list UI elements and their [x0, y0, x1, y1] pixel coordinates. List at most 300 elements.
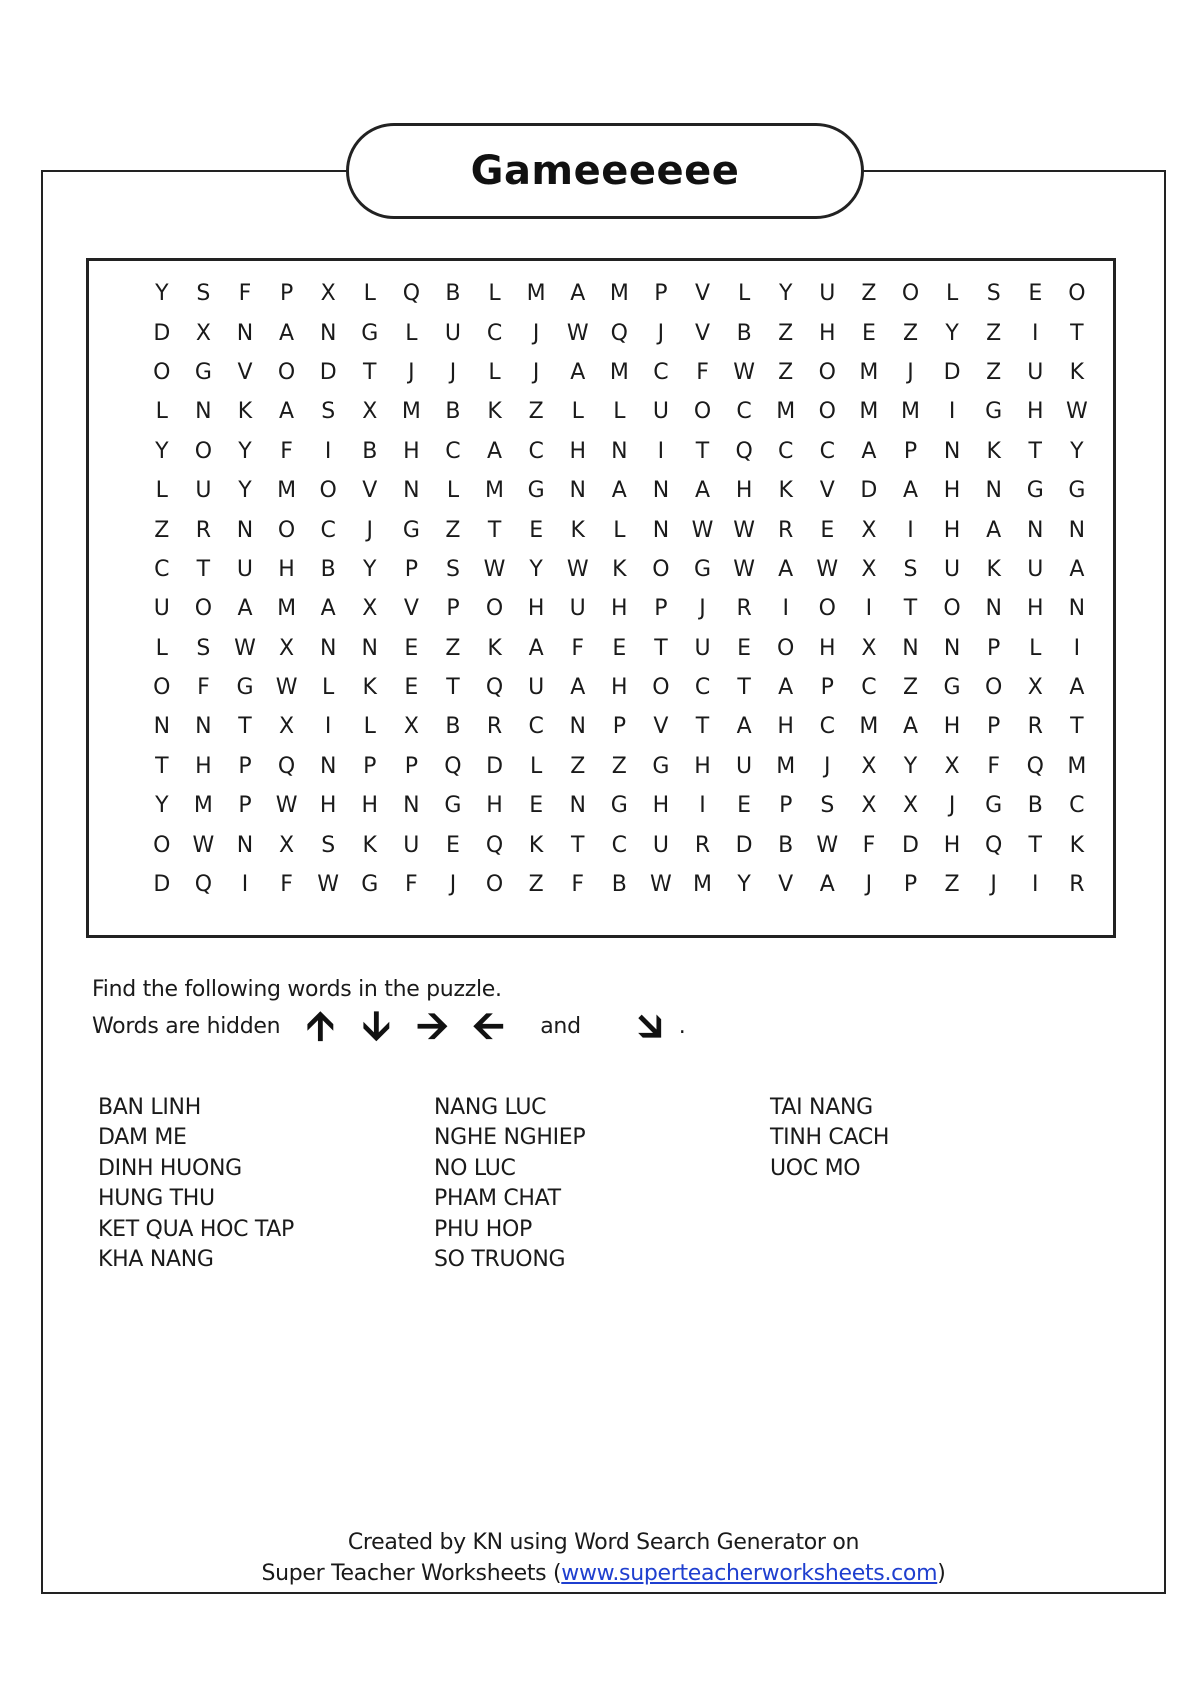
grid-cell: W	[816, 556, 839, 582]
grid-cell: O	[194, 438, 213, 464]
grid-cell: A	[279, 320, 295, 346]
grid-cell: S	[986, 281, 1001, 307]
grid-cell: Y	[155, 438, 169, 464]
grid-cell: U	[944, 556, 961, 582]
grid-cell: P	[446, 596, 460, 622]
grid-cell: F	[405, 872, 418, 898]
grid-cell: E	[404, 635, 419, 661]
grid-cell: H	[403, 438, 420, 464]
grid-cell: Z	[986, 320, 1002, 346]
grid-cell: O	[485, 872, 504, 898]
grid-cell: O	[901, 281, 920, 307]
grid-cell: G	[652, 753, 670, 779]
puzzle-box	[86, 258, 1116, 938]
grid-cell: C	[154, 556, 170, 582]
word-list-item: UOC MO	[770, 1155, 861, 1181]
grid-cell: U	[195, 478, 212, 504]
grid-cell: Z	[944, 872, 960, 898]
grid-cell: M	[277, 596, 297, 622]
grid-cell: M	[776, 753, 796, 779]
grid-cell: U	[444, 320, 461, 346]
grid-cell: X	[279, 832, 295, 858]
grid-cell: R	[1069, 872, 1085, 898]
grid-cell: I	[1032, 872, 1039, 898]
grid-cell: N	[652, 517, 670, 543]
grid-cell: H	[527, 596, 545, 622]
grid-cell: F	[280, 872, 293, 898]
grid-cell: G	[610, 793, 628, 819]
grid-cell: U	[236, 556, 254, 582]
grid-cell: J	[948, 793, 956, 819]
grid-cell: L	[446, 478, 460, 504]
grid-cell: N	[985, 596, 1002, 622]
grid-cell: K	[986, 438, 1001, 464]
grid-cell: W	[733, 359, 755, 385]
grid-cell: Y	[903, 753, 918, 779]
grid-cell: T	[1070, 320, 1084, 346]
grid-cell: Y	[238, 438, 252, 464]
grid-cell: O	[777, 635, 795, 661]
grid-cell: K	[778, 478, 793, 504]
grid-cell: Q	[444, 753, 462, 779]
grid-cell: A	[736, 714, 752, 740]
grid-cell: K	[1069, 832, 1085, 858]
grid-cell: S	[445, 556, 460, 582]
grid-cell: Z	[570, 753, 586, 779]
grid-cell: I	[865, 596, 873, 622]
grid-cell: G	[194, 359, 212, 385]
grid-cell: C	[445, 438, 461, 464]
grid-cell: G	[693, 556, 712, 582]
grid-cell: X	[1027, 675, 1043, 701]
grid-cell: H	[819, 320, 836, 346]
grid-cell: V	[694, 281, 711, 307]
grid-cell: I	[324, 714, 332, 740]
grid-cell: A	[570, 281, 586, 307]
footer-source	[41, 1561, 1166, 1586]
grid-cell: P	[654, 596, 668, 622]
grid-cell: P	[238, 753, 252, 779]
grid-cell: J	[824, 753, 831, 779]
word-list-item: BAN LINH	[98, 1095, 201, 1120]
grid-cell: Q	[485, 675, 504, 701]
grid-cell: E	[737, 793, 752, 819]
grid-cell: M	[277, 478, 297, 504]
grid-cell: N	[403, 478, 420, 504]
grid-cell: I	[324, 438, 332, 464]
grid-cell: E	[446, 832, 460, 858]
grid-cell: H	[652, 793, 670, 819]
grid-cell: C	[653, 359, 669, 385]
grid-cell: G	[943, 675, 961, 701]
grid-cell: Y	[155, 793, 169, 819]
grid-cell: L	[363, 714, 376, 740]
grid-cell: I	[948, 399, 956, 425]
grid-cell: W	[275, 793, 298, 819]
grid-cell: N	[319, 320, 337, 346]
grid-cell: Y	[238, 478, 252, 504]
footer-suffix: )	[937, 1561, 946, 1586]
grid-cell: L	[488, 359, 501, 385]
grid-cell: O	[153, 675, 171, 701]
grid-cell: O	[693, 399, 712, 425]
grid-cell: X	[861, 793, 877, 819]
grid-cell: P	[612, 714, 626, 740]
grid-cell: C	[819, 714, 835, 740]
grid-cell: N	[1068, 517, 1086, 543]
grid-cell: P	[238, 793, 252, 819]
word-list-item: KET QUA HOC TAP	[98, 1216, 294, 1242]
grid-cell: P	[404, 556, 418, 582]
grid-cell: S	[321, 399, 336, 425]
grid-cell: A	[819, 872, 835, 898]
instruction-period: .	[678, 1013, 686, 1039]
grid-cell: B	[736, 320, 752, 346]
grid-cell: E	[529, 793, 544, 819]
grid-cell: C	[320, 517, 336, 543]
grid-cell: N	[985, 478, 1002, 504]
grid-cell: C	[694, 675, 711, 701]
grid-cell: G	[444, 793, 462, 819]
grid-cell: Z	[861, 281, 877, 307]
grid-cell: T	[695, 438, 710, 464]
grid-cell: S	[903, 556, 918, 582]
grid-cell: T	[363, 359, 377, 385]
grid-cell: T	[1070, 714, 1084, 740]
grid-cell: D	[902, 832, 919, 858]
grid-cell: K	[362, 675, 377, 701]
grid-cell: G	[985, 399, 1003, 425]
grid-cell: F	[197, 675, 210, 701]
grid-cell: I	[782, 596, 789, 622]
grid-cell: C	[819, 438, 835, 464]
grid-cell: A	[487, 438, 503, 464]
grid-cell: C	[528, 714, 544, 740]
grid-cell: L	[488, 281, 501, 307]
grid-cell: I	[1073, 635, 1081, 661]
grid-cell: Z	[445, 635, 461, 661]
grid-cell: O	[194, 596, 213, 622]
grid-cell: U	[1027, 556, 1044, 582]
grid-cell: E	[404, 675, 419, 701]
grid-cell: J	[990, 872, 997, 898]
grid-cell: P	[903, 872, 918, 898]
grid-cell: J	[449, 872, 457, 898]
arrow-down-right-icon: 🡮	[637, 1003, 663, 1049]
grid-cell: W	[816, 832, 839, 858]
grid-cell: T	[238, 714, 252, 740]
grid-cell: M	[526, 281, 546, 307]
grid-cell: H	[361, 793, 379, 819]
grid-cell: A	[778, 556, 794, 582]
grid-cell: T	[737, 675, 751, 701]
grid-cell: W	[192, 832, 215, 858]
grid-cell: O	[1068, 281, 1086, 307]
grid-cell: Q	[194, 872, 213, 898]
word-list-item: HUNG THU	[98, 1186, 215, 1212]
grid-cell: U	[569, 596, 586, 622]
grid-cell: P	[404, 753, 418, 779]
grid-cell: P	[987, 635, 1001, 661]
grid-cell: C	[736, 399, 752, 425]
page-title: Gameeeeee	[470, 148, 740, 194]
grid-cell: W	[483, 556, 506, 582]
grid-cell: Z	[778, 359, 794, 385]
grid-cell: N	[1027, 517, 1044, 543]
grid-cell: T	[1028, 438, 1042, 464]
grid-cell: O	[818, 596, 836, 622]
grid-cell: M	[693, 872, 712, 898]
grid-cell: N	[611, 438, 628, 464]
grid-cell: Q	[485, 832, 504, 858]
grid-cell: M	[776, 399, 796, 425]
grid-cell: X	[320, 281, 336, 307]
grid-cell: T	[695, 714, 710, 740]
grid-cell: I	[241, 872, 249, 898]
grid-cell: T	[446, 675, 460, 701]
grid-cell: K	[237, 399, 253, 425]
grid-cell: U	[1027, 359, 1044, 385]
grid-cell: D	[486, 753, 504, 779]
grid-cell: Y	[1070, 438, 1084, 464]
grid-cell: J	[449, 359, 457, 385]
grid-cell: A	[320, 596, 336, 622]
grid-cell: N	[902, 635, 919, 661]
grid-cell: P	[363, 753, 377, 779]
grid-cell: B	[778, 832, 794, 858]
grid-cell: N	[569, 793, 586, 819]
grid-cell: N	[569, 714, 586, 740]
grid-cell: N	[943, 438, 961, 464]
grid-cell: Z	[611, 753, 627, 779]
word-list-item: NGHE NGHIEP	[434, 1125, 586, 1151]
word-column-1	[98, 1093, 294, 1275]
grid-cell: L	[405, 320, 418, 346]
grid-cell: H	[611, 596, 628, 622]
grid-cell: Z	[154, 517, 170, 543]
grid-cell: L	[363, 281, 376, 307]
grid-cell: V	[237, 359, 253, 385]
grid-cell: E	[1028, 281, 1043, 307]
word-list-item: NANG LUC	[434, 1095, 547, 1120]
grid-cell: C	[528, 438, 544, 464]
grid-cell: A	[902, 714, 919, 740]
grid-cell: X	[403, 714, 419, 740]
grid-cell: W	[733, 517, 755, 543]
arrow-left-icon: 🡨	[472, 1003, 505, 1049]
word-list-item: KHA NANG	[98, 1247, 214, 1273]
grid-cell: O	[652, 556, 670, 582]
grid-cell: O	[652, 675, 670, 701]
grid-cell: D	[153, 320, 171, 346]
grid-cell: S	[321, 832, 336, 858]
grid-cell: N	[943, 635, 961, 661]
grid-cell: X	[861, 556, 877, 582]
grid-cell: U	[652, 399, 669, 425]
grid-cell: F	[862, 832, 876, 858]
grid-cell: I	[1032, 320, 1039, 346]
grid-cell: B	[362, 438, 378, 464]
grid-cell: M	[401, 399, 421, 425]
grid-cell: M	[193, 793, 213, 819]
grid-cell: H	[486, 793, 503, 819]
footer-credit: Created by KN using Word Search Generator on	[347, 1530, 860, 1555]
grid-cell: R	[486, 714, 503, 740]
grid-cell: K	[528, 832, 544, 858]
grid-cell: R	[195, 517, 212, 543]
grid-cell: H	[1026, 399, 1044, 425]
grid-cell: B	[445, 399, 461, 425]
grid-cell: P	[987, 714, 1001, 740]
grid-cell: H	[735, 478, 753, 504]
grid-cell: C	[1069, 793, 1085, 819]
grid-cell: E	[529, 517, 544, 543]
grid-cell: O	[319, 478, 337, 504]
grid-cell: F	[571, 635, 585, 661]
grid-cell: R	[736, 596, 752, 622]
grid-cell: A	[570, 675, 586, 701]
grid-cell: O	[277, 359, 296, 385]
grid-cell: H	[319, 793, 337, 819]
grid-cell: N	[236, 320, 254, 346]
grid-cell: N	[236, 517, 254, 543]
grid-cell: C	[861, 675, 877, 701]
arrow-up-icon: 🡩	[306, 1003, 335, 1049]
grid-cell: K	[487, 399, 502, 425]
footer-prefix: Super Teacher Worksheets (	[261, 1561, 562, 1586]
grid-cell: Y	[737, 872, 751, 898]
grid-cell: N	[569, 478, 586, 504]
grid-cell: F	[280, 438, 293, 464]
grid-cell: G	[236, 675, 254, 701]
grid-cell: U	[736, 753, 753, 779]
grid-cell: N	[153, 714, 171, 740]
footer-link[interactable]: www.superteacherworksheets.com	[561, 1561, 938, 1586]
grid-cell: L	[530, 753, 543, 779]
grid-cell: E	[861, 320, 876, 346]
grid-cell: H	[943, 714, 961, 740]
grid-cell: Z	[986, 359, 1002, 385]
grid-cell: L	[613, 399, 626, 425]
grid-cell: O	[277, 517, 296, 543]
grid-cell: V	[653, 714, 669, 740]
grid-cell: E	[737, 635, 752, 661]
grid-cell: V	[694, 320, 711, 346]
grid-cell: U	[694, 635, 711, 661]
grid-cell: J	[532, 320, 540, 346]
grid-cell: Q	[1026, 753, 1044, 779]
grid-cell: Y	[945, 320, 959, 346]
word-list-item: SO TRUONG	[434, 1247, 566, 1273]
grid-cell: T	[155, 753, 169, 779]
grid-cell: F	[696, 359, 709, 385]
grid-cell: H	[611, 675, 628, 701]
grid-cell: V	[362, 478, 378, 504]
grid-cell: W	[234, 635, 256, 661]
grid-cell: N	[236, 832, 254, 858]
grid-cell: M	[859, 359, 879, 385]
grid-cell: W	[317, 872, 340, 898]
grid-cell: X	[861, 635, 877, 661]
grid-cell: N	[652, 478, 670, 504]
grid-cell: L	[613, 517, 626, 543]
word-list-item: DAM ME	[98, 1125, 187, 1151]
grid-cell: T	[196, 556, 211, 582]
grid-cell: M	[609, 281, 629, 307]
grid-cell: V	[403, 596, 419, 622]
grid-cell: X	[362, 399, 378, 425]
grid-cell: C	[486, 320, 503, 346]
grid-cell: N	[403, 793, 420, 819]
grid-cell: O	[153, 359, 171, 385]
grid-cell: J	[699, 596, 706, 622]
instruction-line-2	[92, 1003, 686, 1049]
word-list-item: NO LUC	[434, 1155, 516, 1181]
grid-cell: M	[859, 399, 879, 425]
grid-cell: E	[612, 635, 627, 661]
grid-cell: B	[1027, 793, 1043, 819]
grid-cell: K	[362, 832, 377, 858]
grid-cell: G	[527, 478, 545, 504]
word-list-item: PHAM CHAT	[434, 1186, 561, 1212]
grid-cell: W	[566, 320, 589, 346]
grid-cell: Z	[778, 320, 794, 346]
grid-cell: H	[1026, 596, 1044, 622]
grid-cell: H	[943, 832, 961, 858]
grid-cell: R	[778, 517, 794, 543]
grid-cell: X	[279, 714, 295, 740]
grid-cell: L	[155, 635, 168, 661]
grid-cell: K	[986, 556, 1001, 582]
grid-cell: A	[570, 359, 586, 385]
instruction-prefix: Words are hidden	[92, 1013, 281, 1039]
grid-cell: F	[571, 872, 585, 898]
arrow-down-icon: 🡫	[362, 1003, 391, 1049]
grid-cell: X	[861, 753, 877, 779]
grid-cell: H	[819, 635, 836, 661]
word-list-item: TINH CACH	[770, 1125, 890, 1151]
grid-cell: C	[611, 832, 628, 858]
grid-cell: C	[778, 438, 794, 464]
grid-cell: L	[737, 281, 751, 307]
grid-cell: M	[485, 478, 505, 504]
grid-cell: P	[903, 438, 918, 464]
grid-cell: N	[319, 635, 337, 661]
grid-cell: H	[278, 556, 295, 582]
grid-cell: O	[485, 596, 504, 622]
grid-cell: A	[986, 517, 1002, 543]
grid-cell: W	[650, 872, 672, 898]
grid-cell: S	[196, 281, 211, 307]
and-label: and	[540, 1013, 581, 1039]
grid-cell: P	[654, 281, 668, 307]
grid-cell: T	[487, 517, 502, 543]
grid-cell: P	[779, 793, 793, 819]
grid-cell: D	[153, 872, 171, 898]
grid-cell: R	[694, 832, 711, 858]
grid-cell: U	[819, 281, 836, 307]
grid-cell: X	[902, 793, 919, 819]
grid-cell: K	[487, 635, 502, 661]
grid-cell: J	[408, 359, 415, 385]
grid-cell: H	[943, 478, 961, 504]
grid-cell: M	[609, 359, 629, 385]
grid-cell: X	[279, 635, 295, 661]
grid-cell: G	[1026, 478, 1044, 504]
grid-cell: J	[907, 359, 914, 385]
grid-cell: F	[238, 281, 252, 307]
grid-cell: K	[570, 517, 585, 543]
